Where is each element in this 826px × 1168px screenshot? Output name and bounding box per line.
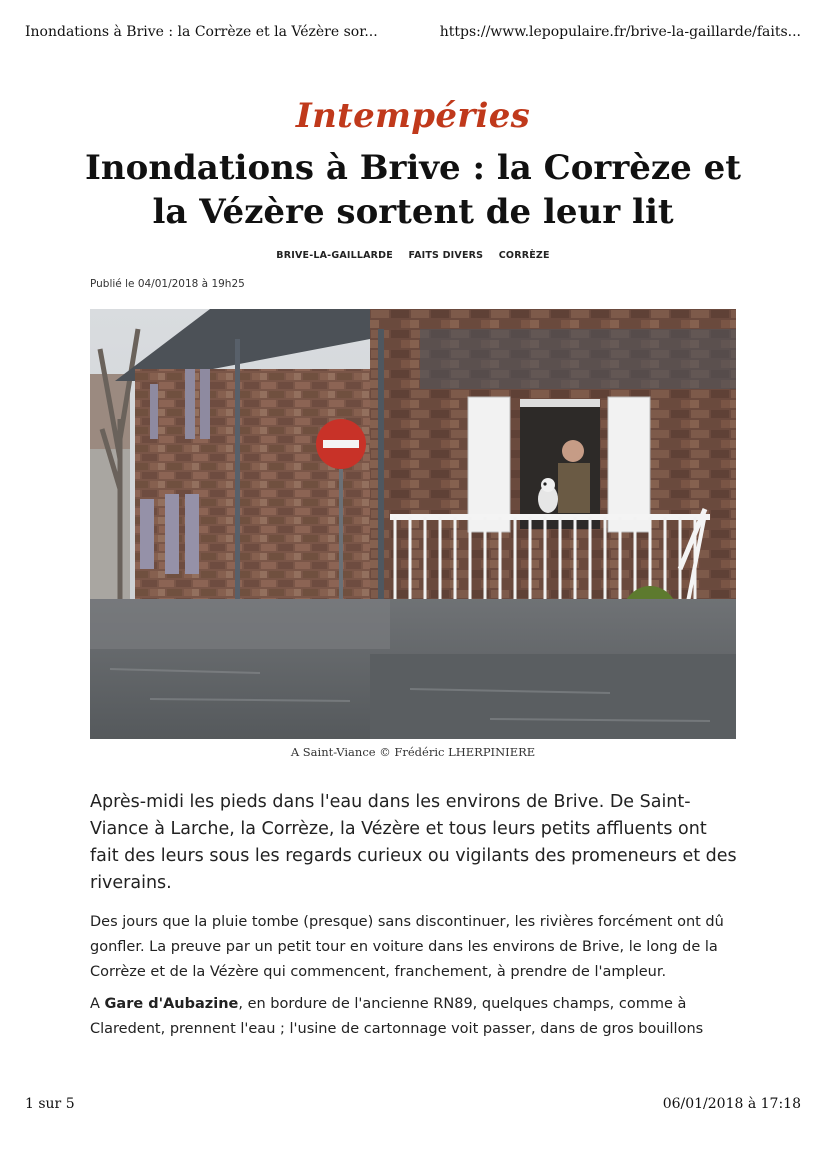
paragraph-2-prefix: A [90, 996, 105, 1012]
print-footer [25, 1096, 801, 1116]
tag-brive-la-gaillarde[interactable]: BRIVE-LA-GAILLARDE [276, 250, 393, 261]
print-header-title: Inondations à Brive : la Corrèze et la Vézère sor... [25, 24, 378, 40]
flooded-house-photo [90, 309, 736, 739]
article-paragraph-1: Des jours que la pluie tombe (presque) sans discontinuer, les rivières forcément ont dû gonfler. La preuve par un petit tour en voiture dans les environs de Brive, le long de la Corrèze et de la Vézère qui commencent, franchement, à prendre de l'ampleur. [90, 914, 724, 980]
paragraph-2-text: , en bordure de l'ancienne RN89, quelques champs, comme à Claredent, prennent l'eau ; l'usine de cartonnage voit passer, dans de gros bouillons [90, 996, 704, 1037]
publish-date: Publié le 04/01/2018 à 19h25 [90, 278, 245, 290]
article-tags [0, 250, 826, 261]
article-paragraph-2 [90, 992, 740, 1042]
article-photo [90, 309, 736, 739]
tag-correze[interactable]: CORRÈZE [498, 250, 550, 261]
article-lead: Après-midi les pieds dans l'eau dans les environs de Brive. De Saint-Viance à Larche, la Corrèze, la Vézère et tous leurs petits affluents ont fait des leurs sous les regards curieux ou vigilants des promeneurs et des riverains. [90, 792, 737, 893]
print-header [25, 24, 801, 44]
print-datetime: 06/01/2018 à 17:18 [662, 1096, 801, 1112]
article-kicker[interactable]: Intempéries [295, 96, 531, 136]
place-name-bold: Gare d'Aubazine [104, 996, 239, 1012]
article-headline: Inondations à Brive : la Corrèze et la Vézère sortent de leur lit [85, 148, 741, 232]
page-number: 1 sur 5 [25, 1096, 75, 1112]
photo-caption: A Saint-Viance © Frédéric LHERPINIERE [290, 745, 536, 759]
print-header-url[interactable]: https://www.lepopulaire.fr/brive-la-gaillarde/faits... [439, 24, 801, 40]
tag-faits-divers[interactable]: FAITS DIVERS [408, 250, 484, 261]
